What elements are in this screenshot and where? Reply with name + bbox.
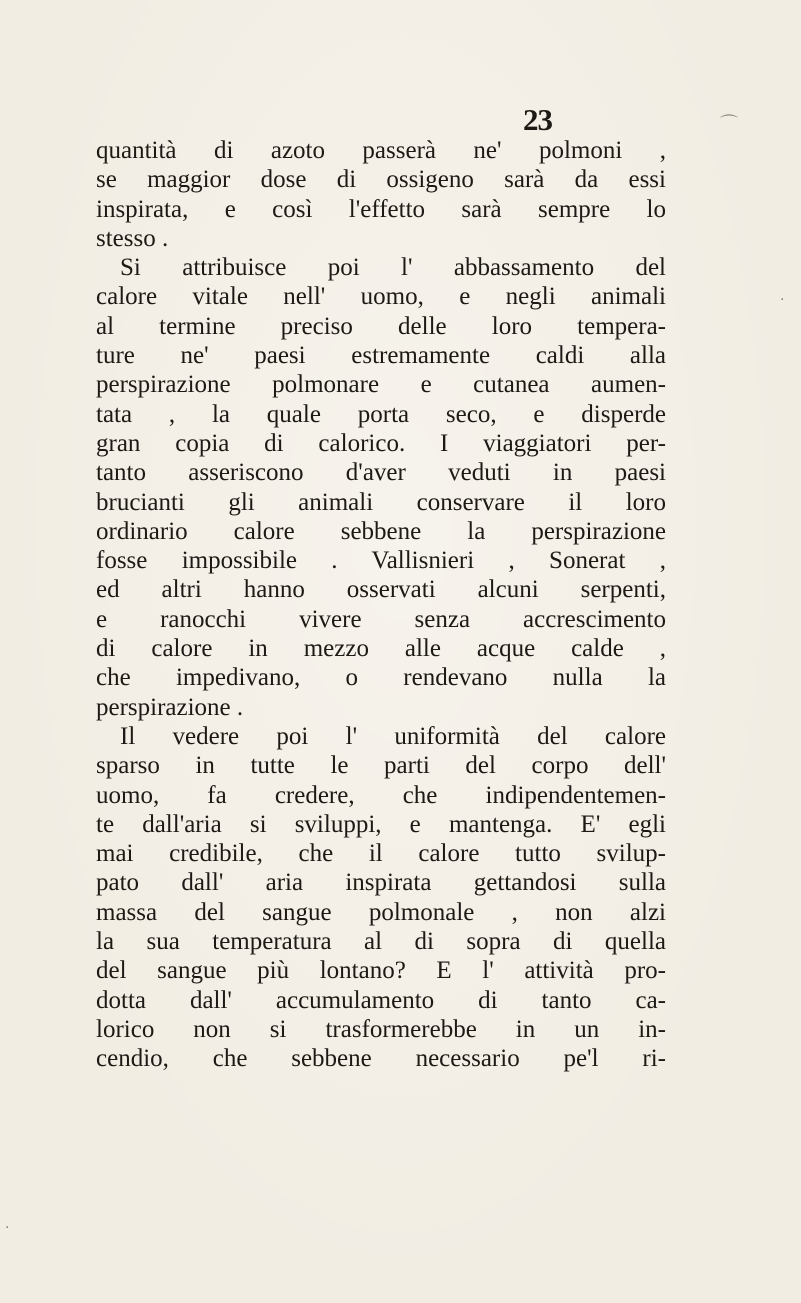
- text-line: perspirazione .: [96, 693, 244, 721]
- text-line: Si attribuisce poi l' abbassamento del: [120, 254, 666, 282]
- text-line: ed altri hanno osservati alcuni serpenti,: [96, 576, 666, 604]
- text-line: del sangue più lontano? E l' attività pro-: [96, 957, 666, 985]
- margin-mark: ·: [780, 292, 785, 308]
- text-line: gran copia di calorico. I viaggiatori per-: [96, 429, 666, 457]
- margin-mark: ·: [5, 1220, 10, 1236]
- text-line: di calore in mezzo alle acque calde ,: [96, 635, 666, 663]
- text-line: ture ne' paesi estremamente caldi alla: [96, 342, 666, 370]
- page-number: 23: [523, 102, 552, 137]
- text-line: cendio, che sebbene necessario pe'l ri-: [96, 1045, 666, 1073]
- text-line: fosse impossibile . Vallisnieri , Sonerat ,: [96, 547, 666, 575]
- text-line: lorico non si trasformerebbe in un in-: [96, 1015, 666, 1043]
- text-line: uomo, fa credere, che indipendentemen-: [96, 781, 666, 809]
- text-line: sparso in tutte le parti del corpo dell': [96, 752, 666, 780]
- text-line: tata , la quale porta seco, e disperde: [96, 400, 666, 428]
- text-line: ordinario calore sebbene la perspirazione: [96, 517, 666, 545]
- text-line: brucianti gli animali conservare il loro: [96, 488, 666, 516]
- text-line: inspirata, e così l'effetto sarà sempre lo: [96, 195, 666, 223]
- text-line: te dall'aria si sviluppi, e mantenga. E' egli: [96, 810, 666, 838]
- text-line: al termine preciso delle loro tempera-: [96, 312, 666, 340]
- text-line: quantità di azoto passerà ne' polmoni ,: [96, 137, 666, 164]
- text-line: stesso .: [96, 224, 169, 252]
- text-line: se maggior dose di ossigeno sarà da essi: [96, 166, 666, 194]
- text-line: e ranocchi vivere senza accrescimento: [96, 605, 666, 633]
- text-line: tanto asseriscono d'aver veduti in paesi: [96, 459, 666, 487]
- text-line: dotta dall' accumulamento di tanto ca-: [96, 986, 666, 1014]
- body-text: [96, 136, 666, 1074]
- text-line: perspirazione polmonare e cutanea aumen-: [96, 371, 666, 399]
- text-line: Il vedere poi l' uniformità del calore: [120, 722, 666, 750]
- text-line: la sua temperatura al di sopra di quella: [96, 928, 666, 956]
- text-line: che impedivano, o rendevano nulla la: [96, 664, 666, 692]
- text-line: calore vitale nell' uomo, e negli animali: [96, 283, 666, 311]
- margin-mark: ⌒: [720, 114, 738, 135]
- text-line: pato dall' aria inspirata gettandosi sulla: [96, 869, 666, 897]
- text-line: mai credibile, che il calore tutto svilup-: [96, 840, 666, 868]
- text-line: massa del sangue polmonale , non alzi: [96, 898, 666, 926]
